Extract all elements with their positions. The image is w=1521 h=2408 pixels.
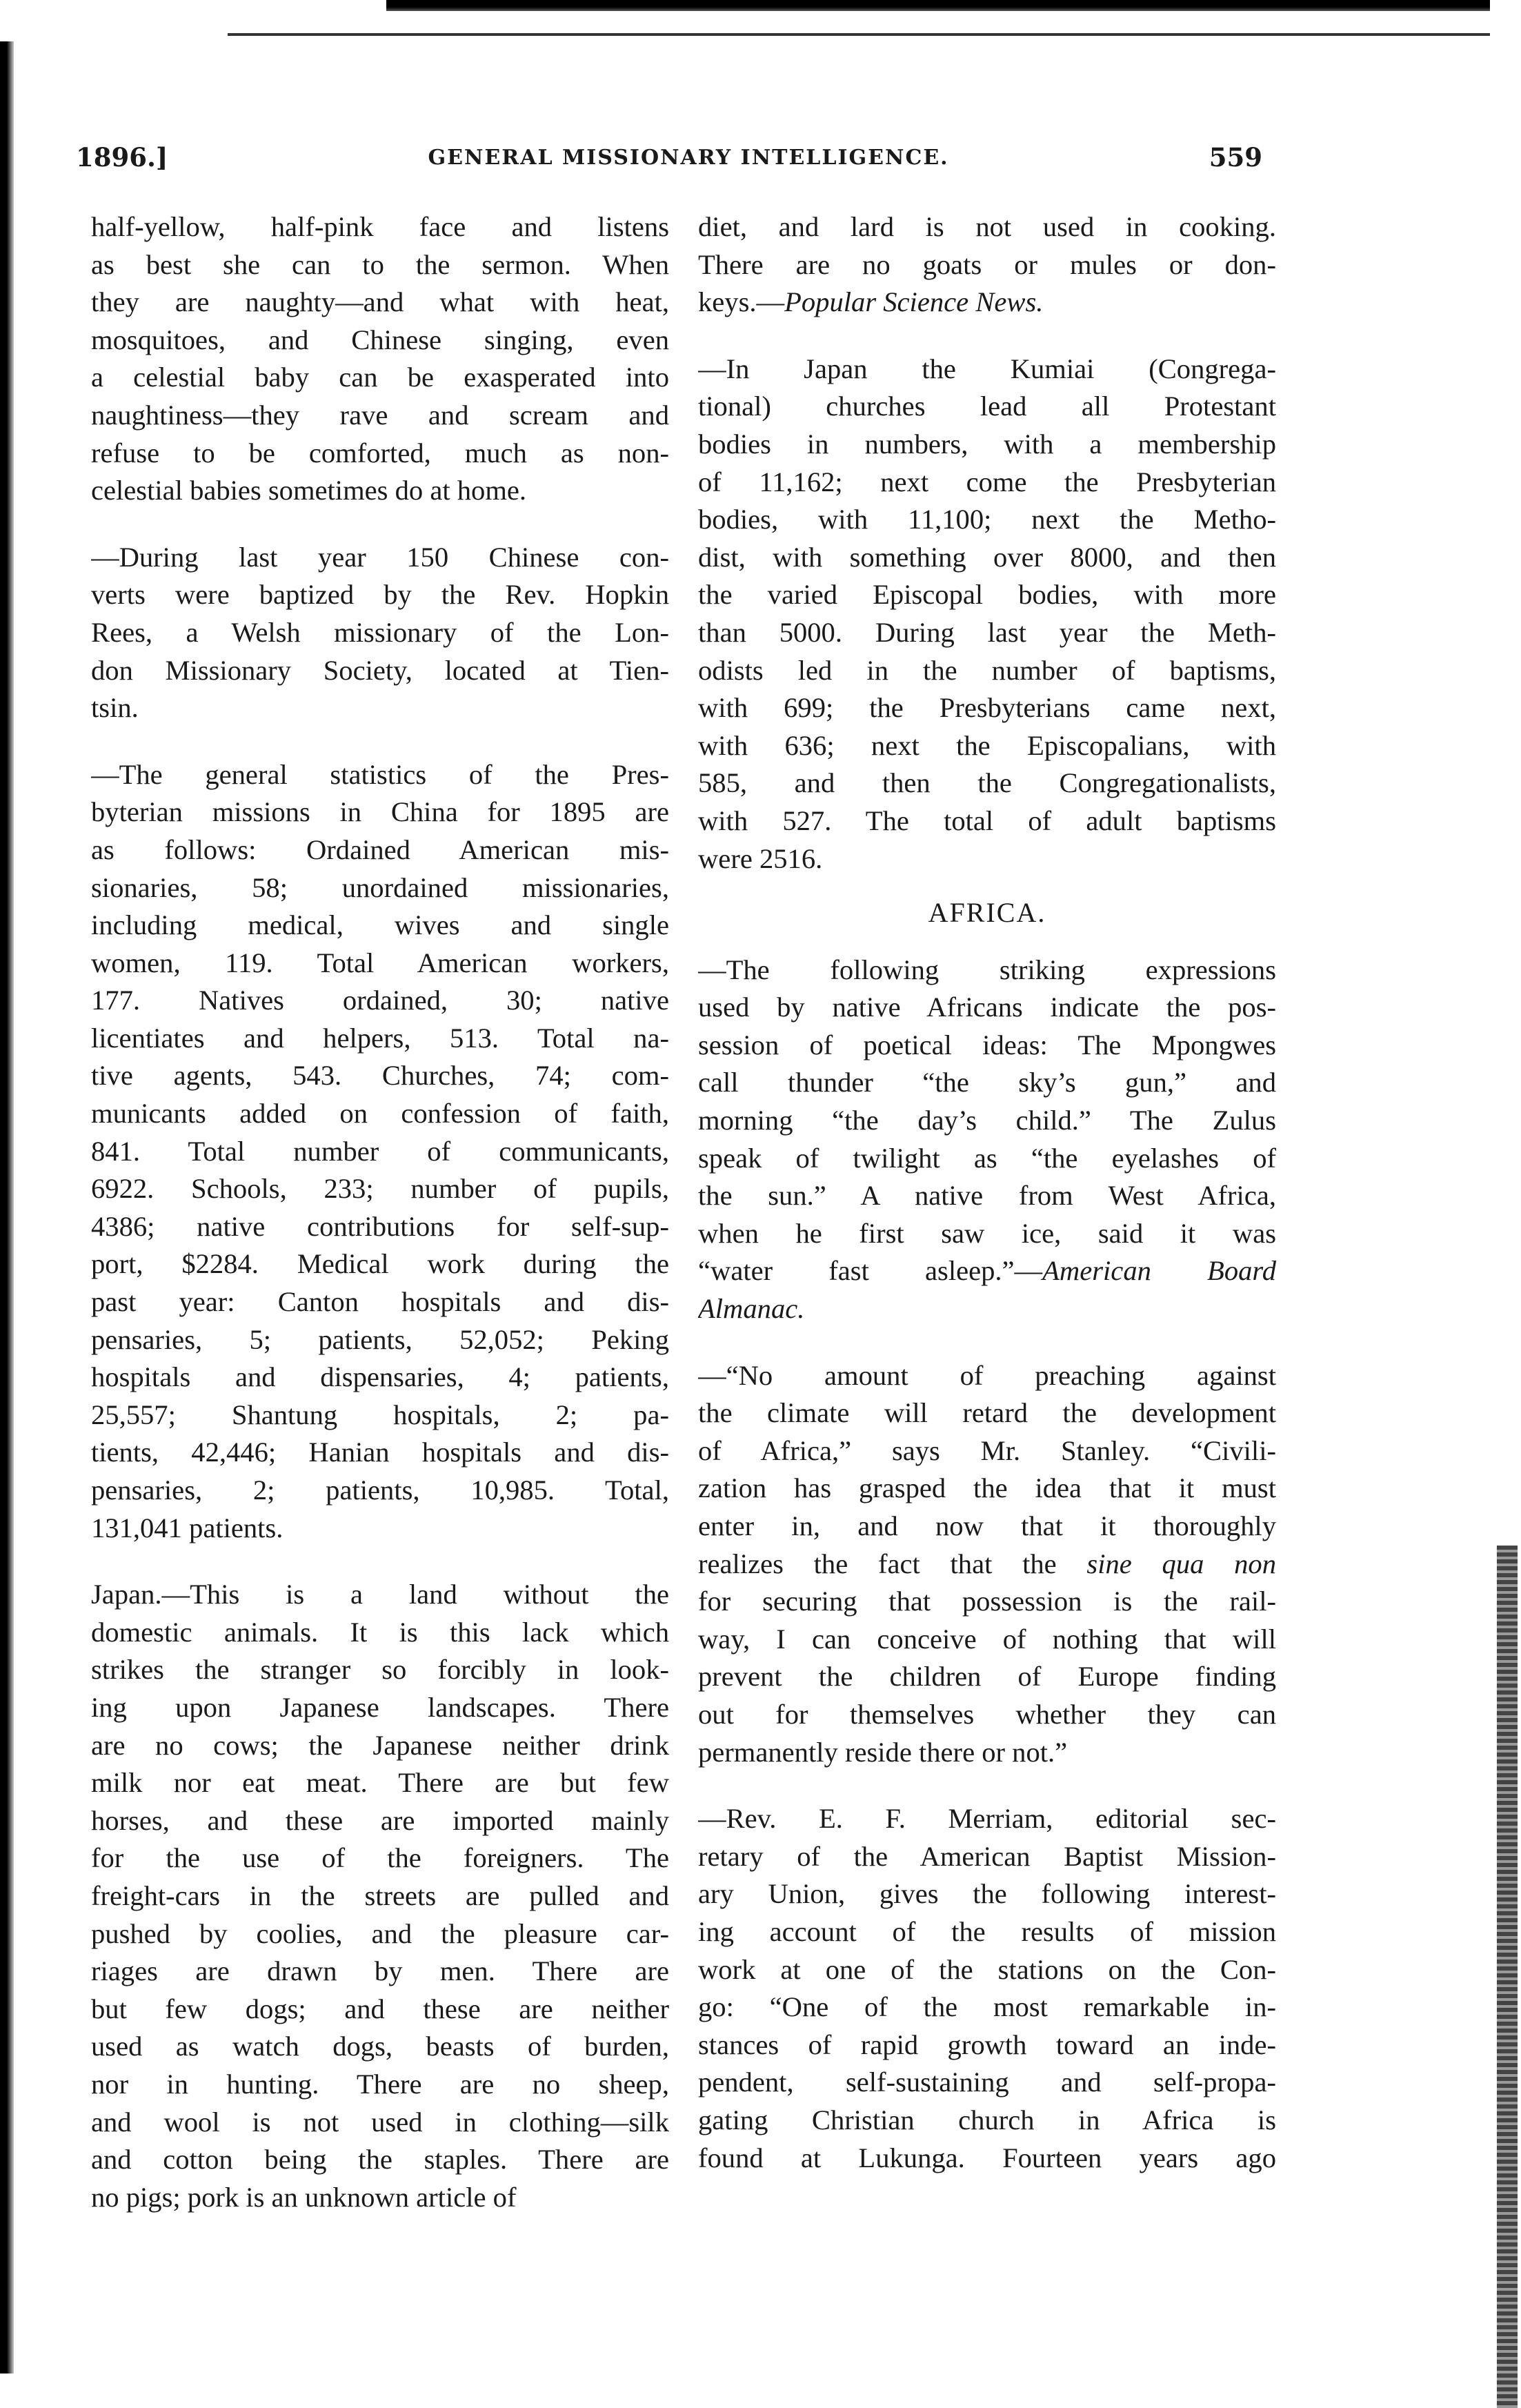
scan-top-rule [228, 33, 1490, 36]
text-line: and wool is not used in clothing—silk [91, 2106, 669, 2138]
text-line: —“No amount of preaching against [698, 1359, 1276, 1391]
text-line: out for themselves whether they can [698, 1698, 1276, 1730]
text-line: verts were baptized by the Rev. Hopkin [91, 579, 669, 611]
text-line: stances of rapid growth toward an inde- [698, 2029, 1276, 2060]
text-line: odists led in the number of baptisms, [698, 654, 1276, 686]
paragraph-gap [698, 1328, 1276, 1357]
text-span: “water fast asleep.”— [698, 1255, 1043, 1287]
text-line: —During last year 150 Chinese con- [91, 541, 669, 573]
text-line: byterian missions in China for 1895 are [91, 796, 669, 828]
text-line: gating Christian church in Africa is [698, 2104, 1276, 2135]
text-line: tional) churches lead all Protestant [698, 391, 1276, 422]
text-line: morning “the day’s child.” The Zulus [698, 1105, 1276, 1136]
paragraph-stanley [698, 1357, 1276, 1772]
paragraph-gap [698, 1771, 1276, 1800]
text-line: zation has grasped the idea that it must [698, 1472, 1276, 1504]
text-line: —The following striking expressions [698, 954, 1276, 985]
paragraph [91, 539, 669, 727]
text-line: prevent the children of Europe finding [698, 1661, 1276, 1692]
right-column [698, 208, 1276, 2177]
text-line: with 636; next the Episcopalians, with [698, 729, 1276, 761]
text-line [698, 284, 1276, 322]
text-line: with 527. The total of adult baptisms [698, 805, 1276, 836]
text-line: pushed by coolies, and the pleasure car- [91, 1917, 669, 1949]
scan-left-border [0, 41, 14, 2374]
text-line: riages are drawn by men. There are [91, 1955, 669, 1987]
text-line: naughtiness—they rave and scream and [91, 399, 669, 431]
left-column [91, 208, 669, 2216]
paragraph-gap [91, 510, 669, 539]
page-number: 559 [1209, 142, 1262, 172]
paragraph-japan-churches [698, 351, 1276, 878]
text-line: no pigs; pork is an unknown article of [91, 2181, 517, 2213]
text-line: the varied Episcopal bodies, with more [698, 579, 1276, 611]
text-line: tive agents, 543. Churches, 74; com- [91, 1060, 669, 1092]
text-line: celestial babies sometimes do at home. [91, 475, 527, 506]
text-line: —The general statistics of the Pres- [91, 758, 669, 790]
text-line: the climate will retard the development [698, 1397, 1276, 1429]
text-line: including medical, wives and single [91, 909, 669, 941]
text-line: 131,041 patients. [91, 1512, 284, 1543]
text-line: ing upon Japanese landscapes. There [91, 1691, 669, 1723]
text-line: they are naughty—and what with heat, [91, 286, 669, 318]
text-line: with 699; the Presbyterians came next, [698, 692, 1276, 724]
text-line: tsin. [91, 692, 139, 724]
paragraph-gap [91, 1547, 669, 1576]
text-line: strikes the stranger so forcibly in look- [91, 1654, 669, 1686]
text-line: as best she can to the sermon. When [91, 248, 669, 280]
text-line: work at one of the stations on the Con- [698, 1953, 1276, 1985]
text-line: speak of twilight as “the eyelashes of [698, 1142, 1276, 1174]
text-line: horses, and these are imported mainly [91, 1804, 669, 1836]
latin-phrase: sine qua non [1086, 1548, 1276, 1579]
text-line: pensaries, 2; patients, 10,985. Total, [91, 1474, 669, 1506]
text-line: for the use of the foreigners. The [91, 1842, 669, 1874]
text-line: hospitals and dispensaries, 4; patients, [91, 1361, 669, 1393]
text-line: Japan.—This is a land without the [91, 1579, 669, 1610]
text-line: of Africa,” says Mr. Stanley. “Civili- [698, 1434, 1276, 1466]
section-heading-africa: AFRICA. [928, 897, 1046, 929]
text-line: enter in, and now that it thoroughly [698, 1510, 1276, 1541]
text-line: a celestial baby can be exasperated into [91, 362, 669, 393]
text-line: freight-cars in the streets are pulled and [91, 1879, 669, 1911]
text-line: the sun.” A native from West Africa, [698, 1180, 1276, 1212]
text-line [698, 1290, 1276, 1328]
text-line: milk nor eat meat. There are but few [91, 1767, 669, 1799]
text-line: when he first saw ice, said it was [698, 1217, 1276, 1249]
text-line: don Missionary Society, located at Tien- [91, 654, 669, 686]
text-line: call thunder “the sky’s gun,” and [698, 1067, 1276, 1098]
running-head [76, 137, 1262, 178]
paragraph-lines [698, 1357, 1276, 1546]
running-head-title: GENERAL MISSIONARY INTELLIGENCE. [428, 145, 949, 170]
text-line: were 2516. [698, 842, 823, 874]
text-line: women, 119. Total American workers, [91, 947, 669, 978]
text-line: of 11,162; next come the Presbyterian [698, 466, 1276, 497]
running-head-year: 1896.] [76, 142, 168, 172]
paragraph-merriam [698, 1800, 1276, 2177]
text-line: There are no goats or mules or don- [698, 248, 1276, 280]
text-line: are no cows; the Japanese neither drink [91, 1729, 669, 1761]
text-line: licentiates and helpers, 513. Total na- [91, 1022, 669, 1054]
text-line: 841. Total number of communicants, [91, 1135, 669, 1167]
paragraph-diet [698, 208, 1276, 322]
text-line: for securing that possession is the rail- [698, 1586, 1276, 1617]
text-line: than 5000. During last year the Meth- [698, 616, 1276, 648]
text-line: used by native Africans indicate the pos- [698, 991, 1276, 1023]
paragraph-african-expressions [698, 951, 1276, 1328]
text-line: bodies, with 11,100; next the Metho- [698, 504, 1276, 535]
paragraph [91, 208, 669, 510]
text-line: dist, with something over 8000, and then [698, 541, 1276, 573]
text-span: keys.— [698, 286, 785, 318]
text-line: half-yellow, half-pink face and listens [91, 211, 669, 242]
text-line: permanently reside there or not.” [698, 1736, 1068, 1768]
text-line [698, 1252, 1276, 1290]
text-line: mosquitoes, and Chinese singing, even [91, 324, 669, 355]
text-line: 177. Natives ordained, 30; native [91, 985, 669, 1016]
text-line: ary Union, gives the following interest- [698, 1878, 1276, 1910]
text-line: retary of the American Baptist Mission- [698, 1840, 1276, 1872]
source-citation: Almanac. [698, 1293, 805, 1325]
text-line: pensaries, 5; patients, 52,052; Peking [91, 1323, 669, 1355]
source-citation: American Board [1042, 1255, 1276, 1287]
text-line: session of poetical ideas: The Mpongwes [698, 1029, 1276, 1060]
text-line: but few dogs; and these are neither [91, 1993, 669, 2024]
text-line: sionaries, 58; unordained missionaries, [91, 871, 669, 903]
paragraph [91, 756, 669, 1547]
text-span: realizes the fact that the [698, 1548, 1087, 1579]
paragraph-lines [698, 1583, 1276, 1771]
text-line: 25,557; Shantung hospitals, 2; pa- [91, 1399, 669, 1430]
text-line: found at Lukunga. Fourteen years ago [698, 2142, 1276, 2173]
text-line: 4386; native contributions for self-sup- [91, 1210, 669, 1242]
text-line: —In Japan the Kumiai (Congrega- [698, 353, 1276, 384]
text-line: municants added on confession of faith, [91, 1098, 669, 1129]
scan-top-border [386, 0, 1490, 11]
text-line: —Rev. E. F. Merriam, editorial sec- [698, 1803, 1276, 1835]
paragraph-gap [698, 322, 1276, 351]
paragraph-lines [698, 951, 1276, 1253]
scan-right-border [1497, 1546, 1518, 2408]
paragraph [91, 1576, 669, 2216]
text-line: tients, 42,446; Hanian hospitals and dis- [91, 1437, 669, 1468]
text-line: bodies in numbers, with a membership [698, 428, 1276, 460]
text-line: 585, and then the Congregationalists, [698, 767, 1276, 799]
text-line: as follows: Ordained American mis- [91, 833, 669, 865]
text-line: refuse to be comforted, much as non- [91, 437, 669, 468]
text-line: diet, and lard is not used in cooking. [698, 211, 1276, 242]
text-line: past year: Canton hospitals and dis- [91, 1286, 669, 1318]
source-citation: Popular Science News. [784, 286, 1044, 318]
text-line: way, I can conceive of nothing that will [698, 1623, 1276, 1655]
text-line: used as watch dogs, beasts of burden, [91, 2031, 669, 2062]
paragraph-gap [91, 727, 669, 756]
text-line: port, $2284. Medical work during the [91, 1248, 669, 1280]
text-line: 6922. Schools, 233; number of pupils, [91, 1173, 669, 1205]
text-line: go: “One of the most remarkable in- [698, 1991, 1276, 2023]
text-line: nor in hunting. There are no sheep, [91, 2068, 669, 2100]
text-line: domestic animals. It is this lack which [91, 1616, 669, 1648]
text-line: Rees, a Welsh missionary of the Lon- [91, 616, 669, 648]
text-line [698, 1546, 1276, 1583]
text-line: pendent, self-sustaining and self-propa- [698, 2066, 1276, 2098]
text-line: ing account of the results of mission [698, 1915, 1276, 1947]
text-line: and cotton being the staples. There are [91, 2144, 669, 2175]
